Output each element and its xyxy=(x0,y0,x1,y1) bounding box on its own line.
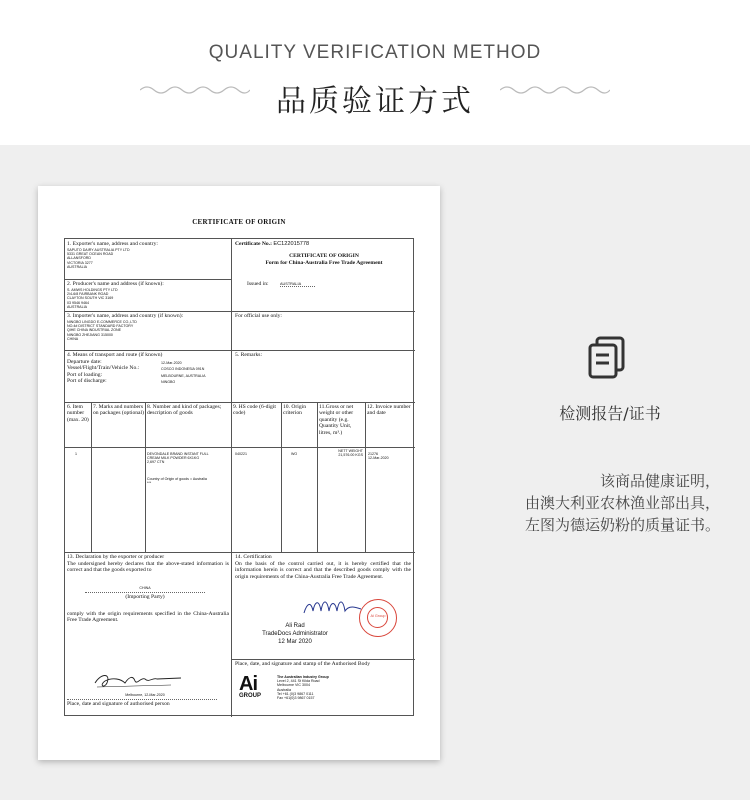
divider xyxy=(65,552,415,553)
authorised-body-label: Place, date, and signature and stamp of the Authorised Body xyxy=(235,661,370,667)
certificate-subtitle: Form for China-Australia Free Trade Agreement xyxy=(265,260,383,266)
importing-party-label: (Importing Party) xyxy=(125,594,165,600)
transport-field-values: 12-Mar-2020 COSCO INDONESIA 091N MELBOURNE, AUSTRALIA NINGBO xyxy=(161,361,206,385)
divider xyxy=(231,659,415,660)
certification-text: On the basis of the control carried out, it is hereby certified that the information herein is correct and that the described goods comply with the origin requirements of the China-Australia Free Trade Agreement. xyxy=(235,561,411,580)
exporter-place-date: Melbourne, 12-Mar-2020 xyxy=(125,693,165,697)
producer-address: S. AMWS HOLDINGS PTY LTD 2/4-6/8 FAIRBANK ROAD CLAYTON SOUTH VIC 3169 03 9546 9464 AUSTRALIA xyxy=(67,288,118,309)
importing-country: CHINA xyxy=(139,586,151,590)
divider xyxy=(231,239,232,350)
divider xyxy=(365,402,366,552)
declaration-label: 13. Declaration by the exporter or producer xyxy=(67,554,165,560)
col-hs-code: 9. HS code (6-digit code) xyxy=(233,404,276,417)
dotted-line xyxy=(67,699,217,700)
importer-label: 3. Importer's name, address and country (if known): xyxy=(67,313,184,319)
issued-in: Issued in: AUSTRALIA xyxy=(247,281,407,287)
ai-group-contact: The Australian Industry Group Level 2, 441 St Kilda Road Melbourne VIC 3004 Australia Tel +61 (0)3 9867 0111 Fax +61(0)3 9867 0157 xyxy=(277,675,329,701)
col-item-number: 6. Item number (max. 20) xyxy=(67,404,89,423)
divider xyxy=(317,402,318,552)
divider xyxy=(145,402,146,552)
divider xyxy=(91,402,92,552)
certificate-image xyxy=(38,186,440,760)
goods-origin: Country of Origin of goods = Australia *** xyxy=(147,477,207,486)
wave-divider-right xyxy=(500,82,610,98)
certificate-form xyxy=(64,238,414,716)
document-icon xyxy=(587,336,627,380)
transport-field-labels: Departure date: Vessel/Flight/Train/Vehicle No.: Port of loading: Port of discharge: xyxy=(67,359,140,385)
col-description: 8. Number and kind of packages; description of goods xyxy=(147,404,222,417)
certificate-title: CERTIFICATE OF ORIGIN xyxy=(289,253,359,259)
comply-text: comply with the origin requirements specified in the China-Australia Free Trade Agreement. xyxy=(67,611,229,624)
divider xyxy=(65,279,231,280)
divider xyxy=(231,402,232,552)
remarks-label: 5. Remarks: xyxy=(235,352,263,358)
divider xyxy=(65,311,415,312)
exporter-address: SAPUTO DAIRY AUSTRALIA PTY LTD 5331 GREAT OCEAN ROAD ALLANSFORD VICTORIA 3277 AUSTRALIA xyxy=(67,248,130,269)
page-header xyxy=(0,0,750,145)
dotted-line xyxy=(85,592,205,593)
origin-criterion: WO xyxy=(291,452,298,456)
certification-label: 14. Certification xyxy=(235,554,272,560)
description-text: 该商品健康证明， 由澳大利亚农林渔业部出具， 左图为德运奶粉的质量证书。 xyxy=(524,472,720,534)
certifier-signature xyxy=(301,595,365,619)
divider xyxy=(65,402,415,403)
divider xyxy=(231,552,232,717)
declaration-text: The undersigned hereby declares that the above-stated information is correct and that the goods exported to xyxy=(67,561,229,574)
col-marks: 7. Marks and numbers on packages (optional) xyxy=(93,404,144,417)
hs-code: 040221 xyxy=(235,452,247,456)
official-stamp: Ai Group xyxy=(359,599,397,637)
divider xyxy=(231,350,232,402)
section-title-cn: 品质验证方式 xyxy=(276,84,474,119)
importer-address: NINGBO LINGDO E-COMMERCE CO.,LTD NO.4# DISTRICT STANDARD FACTORY QIHE CHINA INDUSTRIAL ZONE NINGBO ZHEJIANG 315000 CHINA xyxy=(67,320,137,341)
goods-description: DEVONDALE BRAND INSTANT FULL CREAM MILK POWDER 6X1KG 2,697 CTN xyxy=(147,452,209,465)
transport-label: 4. Means of transport and route (if known) xyxy=(67,352,163,358)
certificate-number: Certificate No.: EC122015778 xyxy=(235,241,310,247)
certificate-heading: CERTIFICATE OF ORIGIN xyxy=(192,218,286,226)
section-title-en: QUALITY VERIFICATION METHOD xyxy=(208,42,542,63)
official-use-label: For official use only: xyxy=(235,313,282,319)
col-weight: 11.Gross or net weight or other quantity (e.g. Quantity Unit, litres, m³.) xyxy=(319,404,354,436)
col-origin-criterion: 10. Origin criterion xyxy=(283,404,306,417)
certifier-details: Ali Rad TradeDocs Administrator 12 Mar 2020 xyxy=(262,623,328,645)
exporter-signature-label: Place, date and signature of authorised person xyxy=(67,701,170,707)
invoice-number: 21276 12-Mar-2020 xyxy=(368,452,389,461)
divider xyxy=(65,350,415,351)
divider xyxy=(65,447,415,448)
col-invoice: 12. Invoice number and date xyxy=(367,404,411,417)
exporter-label: 1. Exporter's name, address and country: xyxy=(67,241,158,247)
icon-caption: 检测报告/证书 xyxy=(559,404,661,423)
producer-label: 2. Producer's name and address (if known): xyxy=(67,281,164,287)
divider xyxy=(281,402,282,552)
item-number: 1 xyxy=(75,452,77,456)
ai-group-logo: Ai GROUP xyxy=(239,673,262,699)
net-weight: NETT WEIGHT 21,576.00 KGS xyxy=(338,449,363,458)
exporter-signature xyxy=(91,669,186,691)
